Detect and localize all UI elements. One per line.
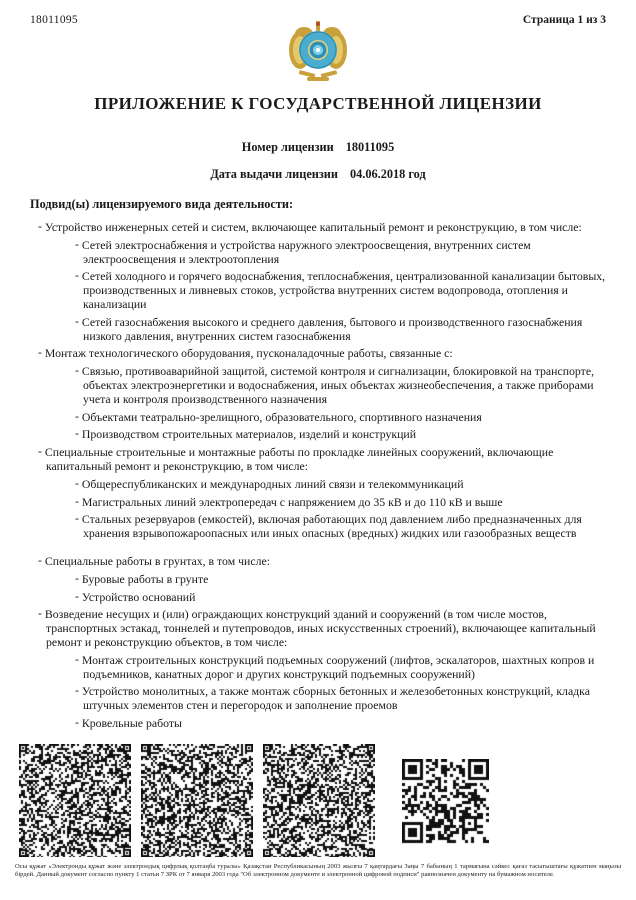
legal-footer-text	[15, 863, 621, 879]
activities-list	[38, 221, 606, 731]
activity-subitems	[75, 239, 606, 344]
header-license-number: 18011095	[30, 14, 78, 26]
legal-text-kazakh: Осы құжат «Электронды құжат және электрондық цифрлық қолтаңба туралы» Қазақстан Республикасының 2003 жылғы 7 қаңтардағы Заңы 7 бабының 1 тармағына сәйкес қағаз тасығыштағы құжатпен маңызы бірдей.	[15, 862, 621, 878]
activity-item-text: - Специальные строительные и монтажные работы по прокладке линейных сооружений, включающие капитальный ремонт и реконструкцию, в том числе:	[38, 446, 606, 474]
license-date-line	[0, 167, 636, 182]
activity-item-text: - Устройство инженерных сетей и систем, включающее капитальный ремонт и реконструкцию, в том числе:	[38, 221, 606, 235]
activity-subitems	[75, 573, 606, 605]
activity-subitem: - Устройство монолитных, а также монтаж сборных бетонных и железобетонных конструкций, кладка штучных элементов стен и перегородок и заполнение проемов	[75, 685, 606, 713]
activity-subitem: - Сетей электроснабжения и устройства наружного электроосвещения, внутренних систем электроосвещения и электроотопления	[75, 239, 606, 267]
digital-signature-barcode-3	[263, 744, 375, 857]
license-number-value: 18011095	[345, 140, 395, 154]
activity-subitem: - Сетей холодного и горячего водоснабжения, теплоснабжения, централизованной канализации бытовых, производственных и ливневых стоков, устройства внутренних систем водопровода, отопления и канализации	[75, 270, 606, 311]
subtypes-heading: Подвид(ы) лицензируемого вида деятельности:	[30, 197, 294, 211]
activity-subitem: - Стальных резервуаров (емкостей), включая работающих под давлением либо предназначенных для хранения взрывопожароопасных или иных опасных (вредных) жидких или газообразных веществ	[75, 513, 606, 541]
activity-subitems	[75, 365, 606, 442]
activity-subitem: - Объектами театрально-зрелищного, образовательного, спортивного назначения	[75, 411, 606, 425]
activity-item	[38, 555, 606, 604]
activity-item	[38, 221, 606, 343]
activity-subitem: - Производством строительных материалов, изделий и конструкций	[75, 428, 606, 442]
activity-subitem: - Общереспубликанских и международных линий связи и телекоммуникаций	[75, 478, 606, 492]
kazakhstan-emblem-icon	[287, 20, 349, 89]
license-date-value: 04.06.2018 год	[349, 167, 426, 181]
activity-item	[38, 608, 606, 730]
activity-item	[38, 347, 606, 442]
license-number-line	[0, 140, 636, 155]
activity-item-text: - Монтаж технологического оборудования, пусконаладочные работы, связанные с:	[38, 347, 606, 361]
license-date-label: Дата выдачи лицензии	[210, 167, 338, 181]
activity-subitems	[75, 478, 606, 541]
activity-subitem: - Связью, противоаварийной защитой, системой контроля и сигнализации, блокировкой на транспорте, объектах электроэнергетики и водоснабжения, иных объектах жизнеобеспечения, а также приборами учета и контроля производственного назначения	[75, 365, 606, 406]
activity-subitem: - Магистральных линий электропередач с напряжением до 35 кВ и до 110 кВ и выше	[75, 496, 606, 510]
digital-signature-barcode-1	[19, 744, 131, 857]
activity-item-text: - Возведение несущих и (или) ограждающих конструкций зданий и сооружений (в том числе мостов, транспортных эстакад, тоннелей и путепроводов, иных искусственных строений), включающее капитальный ремонт и реконструкцию объектов, в том числе:	[38, 608, 606, 649]
license-number-label: Номер лицензии	[241, 140, 334, 154]
legal-text-russian: Данный документ согласно пункту 1 статьи 7 ЗРК от 7 января 2003 года "Об электронном документе и электронной цифровой подписи" равнозначен документу на бумажном носителе.	[36, 870, 555, 878]
activity-subitems	[75, 654, 606, 731]
activity-item-text: - Специальные работы в грунтах, в том числе:	[38, 555, 606, 569]
verification-qr-code	[402, 759, 489, 844]
activity-item	[38, 446, 606, 541]
digital-signature-barcode-2	[141, 744, 253, 857]
page-header	[0, 0, 636, 88]
activity-subitem: - Кровельные работы	[75, 717, 606, 731]
activity-subitem: - Устройство оснований	[75, 591, 606, 605]
activity-subitem: - Буровые работы в грунте	[75, 573, 606, 587]
activity-subitem: - Монтаж строительных конструкций подъемных сооружений (лифтов, эскалаторов, шахтных копров и подъемников, канатных дорог и других конструкций подъемных сооружений)	[75, 654, 606, 682]
signature-codes-strip	[0, 744, 636, 857]
page-number-indicator: Страница 1 из 3	[522, 14, 606, 26]
activity-subitem: - Сетей газоснабжения высокого и среднего давления, бытового и производственного газоснабжения низкого давления, внутренних систем газоснабжения	[75, 316, 606, 344]
document-title: ПРИЛОЖЕНИЕ К ГОСУДАРСТВЕННОЙ ЛИЦЕНЗИИ	[94, 94, 542, 113]
